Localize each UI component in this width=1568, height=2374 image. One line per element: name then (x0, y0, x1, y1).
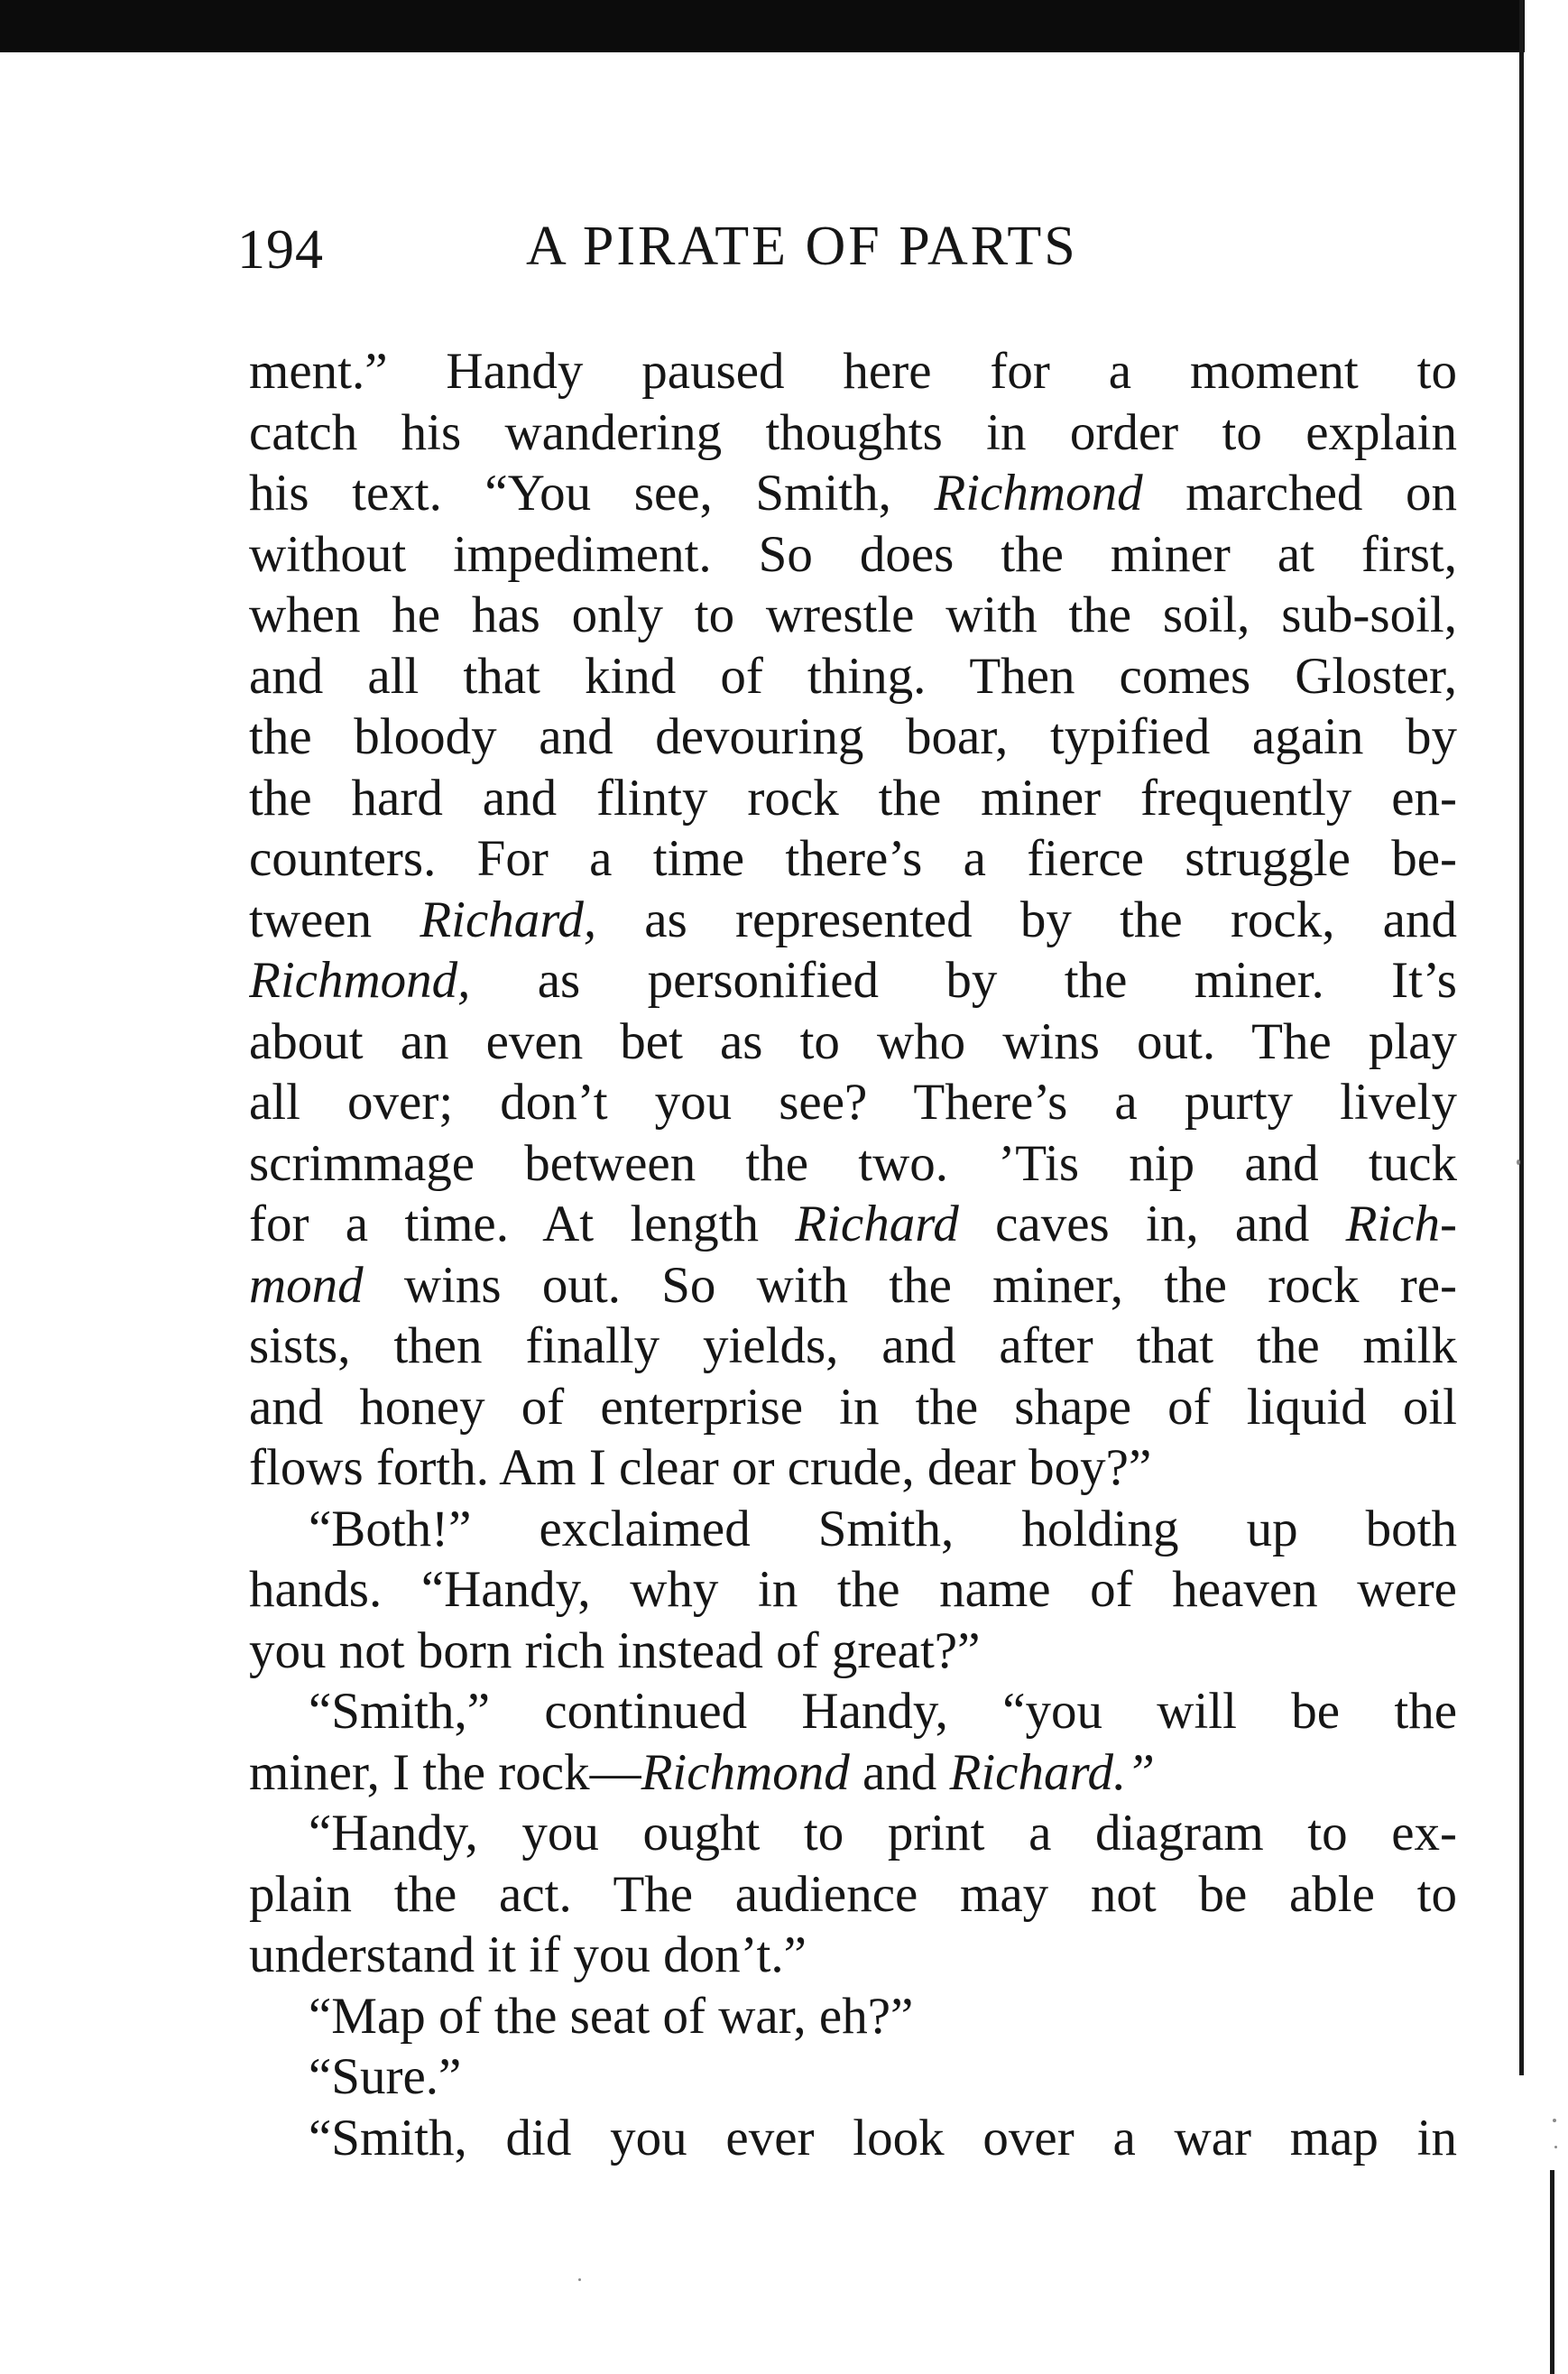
text-segment: “Sure.” (309, 2048, 462, 2105)
text-line (249, 1377, 1457, 1438)
text-line (249, 1255, 1457, 1316)
italic-text: Richmond, (249, 952, 471, 1009)
text-segment: “Both!” exclaimed Smith, holding up both (309, 1500, 1457, 1557)
text-segment: you not born rich instead of great?” (249, 1621, 981, 1679)
text-segment: “Smith,” continued Handy, “you will be the (309, 1683, 1457, 1740)
text-line (249, 1437, 1457, 1499)
italic-text: mond (249, 1256, 364, 1314)
text-segment: and (849, 1743, 950, 1801)
italic-text: Rich- (1345, 1196, 1457, 1252)
text-line (249, 1499, 1457, 1560)
text-segment: tween (249, 891, 420, 948)
scan-dust-speck (1554, 2146, 1557, 2148)
text-segment: catch his wandering thoughts in order to explain (249, 403, 1457, 461)
text-segment: marched on (1142, 465, 1457, 522)
text-segment: when he has only to wrestle with the soil, sub-soil, (249, 587, 1457, 643)
text-line (249, 1559, 1457, 1621)
body-text (249, 341, 1457, 2168)
text-line (249, 2108, 1457, 2169)
running-title: A PIRATE OF PARTS (526, 216, 1078, 277)
text-segment: about an even bet as to who wins out. The play (249, 1012, 1457, 1070)
text-segment: sists, then finally yields, and after that the milk (249, 1317, 1457, 1374)
text-segment: counters. For a time there’s a fierce struggle be- (249, 830, 1457, 887)
text-segment: caves in, and (958, 1196, 1346, 1252)
text-line (249, 646, 1457, 707)
text-line (249, 890, 1457, 951)
text-line (249, 1864, 1457, 1926)
text-segment: understand it if you don’t.” (249, 1926, 807, 1983)
text-segment: plain the act. The audience may not be able to (249, 1865, 1457, 1923)
text-line (249, 524, 1457, 586)
text-line (249, 1621, 1457, 1682)
text-segment: without impediment. So does the miner at first, (249, 525, 1457, 583)
text-line (249, 341, 1457, 402)
text-segment: all over; don’t you see? There’s a purty lively (249, 1074, 1457, 1131)
text-segment: hands. “Handy, why in the name of heaven were (249, 1561, 1457, 1618)
text-line (249, 585, 1457, 646)
text-segment: flows forth. Am I clear or crude, dear boy?” (249, 1439, 1152, 1496)
text-segment: the bloody and devouring boar, typified again by (249, 708, 1457, 765)
text-line (249, 1803, 1457, 1864)
text-segment: miner, I the rock— (249, 1743, 641, 1801)
scan-right-border-lower (1550, 2170, 1554, 2374)
text-line (249, 950, 1457, 1011)
text-segment: “Map of the seat of war, eh?” (309, 1987, 914, 2045)
text-segment: for a time. At length (249, 1196, 796, 1252)
text-line (249, 707, 1457, 768)
text-segment: as personified by the miner. It’s (470, 952, 1457, 1009)
text-line (249, 402, 1457, 464)
text-segment: ment.” Handy paused here for a moment to (249, 343, 1457, 400)
text-line (249, 1986, 1457, 2047)
text-line (249, 1742, 1457, 1804)
page-number: 194 (237, 219, 324, 281)
text-segment: wins out. So with the miner, the rock re- (363, 1256, 1457, 1314)
text-line (249, 828, 1457, 890)
text-segment: his text. “You see, Smith, (249, 465, 935, 522)
text-segment: and all that kind of thing. Then comes Gloster, (249, 647, 1457, 705)
text-segment: “Smith, did you ever look over a war map in (309, 2109, 1457, 2166)
scan-top-border (0, 0, 1525, 52)
text-line (249, 1316, 1457, 1377)
scan-right-border (1519, 0, 1524, 2075)
italic-text: Richmond (934, 465, 1143, 522)
italic-text: Richard, (420, 891, 597, 948)
text-line (249, 1681, 1457, 1742)
scan-dust-speck (1553, 2119, 1556, 2122)
text-line (249, 768, 1457, 829)
text-line (249, 2046, 1457, 2108)
text-segment: and honey of enterprise in the shape of liquid oil (249, 1378, 1457, 1436)
italic-text: Richard (795, 1196, 959, 1252)
italic-text: Richmond (641, 1743, 850, 1801)
italic-text: Richard.” (949, 1743, 1155, 1801)
scan-dust-speck (1517, 1159, 1520, 1165)
text-line (249, 1072, 1457, 1133)
text-line (249, 1194, 1457, 1255)
text-line (249, 1011, 1457, 1073)
text-line (249, 1925, 1457, 1986)
text-segment: “Handy, you ought to print a diagram to ex- (309, 1805, 1457, 1861)
scan-dust-speck (578, 2278, 581, 2281)
text-segment: scrimmage between the two. ’Tis nip and tuck (249, 1134, 1457, 1192)
text-line (249, 463, 1457, 524)
page-header (0, 206, 1568, 296)
text-segment: the hard and flinty rock the miner frequently en- (249, 769, 1457, 827)
text-line (249, 1133, 1457, 1195)
text-segment: as represented by the rock, and (596, 891, 1457, 948)
